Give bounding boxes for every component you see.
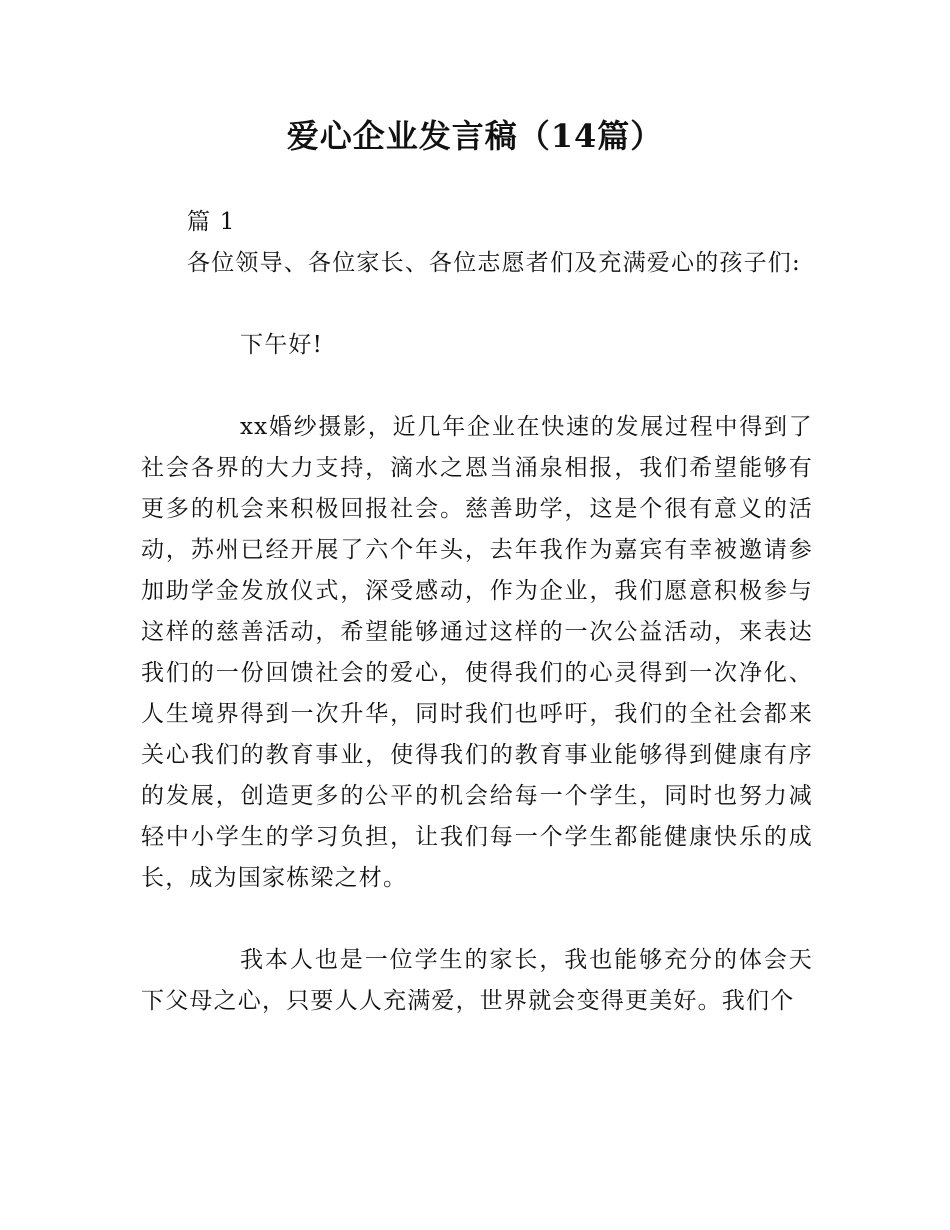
document-body (141, 202, 813, 1022)
section-label: 篇 1 (187, 209, 236, 235)
body-paragraph-1: xx婚纱摄影，近几年企业在快速的发展过程中得到了社会各界的大力支持，滴水之恩当涌泉相报，我们希望能够有更多的机会来积极回报社会。慈善助学，这是个很有意义的活动，苏州已经开展了六个年头，去年我作为嘉宾有幸被邀请参加助学金发放仪式，深受感动，作为企业，我们愿意积极参与这样的慈善活动，希望能够通过这样的一次公益活动，来表达我们的一份回馈社会的爱心，使得我们的心灵得到一次净化、人生境界得到一次升华，同时我们也呼吁，我们的全社会都来关心我们的教育事业，使得我们的教育事业能够得到健康有序的发展，创造更多的公平的机会给每一个学生，同时也努力减轻中小学生的学习负担，让我们每一个学生都能健康快乐的成长，成为国家栋梁之材。 (141, 414, 813, 891)
document-title: 爱心企业发言稿（14篇） (286, 117, 664, 155)
body-paragraph-2: 我本人也是一位学生的家长，我也能够充分的体会天下父母之心，只要人人充满爱，世界就会变得更美好。我们个 (141, 947, 813, 1014)
salutation-paragraph: 各位领导、各位家长、各位志愿者们及充满爱心的孩子们: (187, 250, 801, 276)
greeting-paragraph: 下午好! (240, 332, 324, 358)
